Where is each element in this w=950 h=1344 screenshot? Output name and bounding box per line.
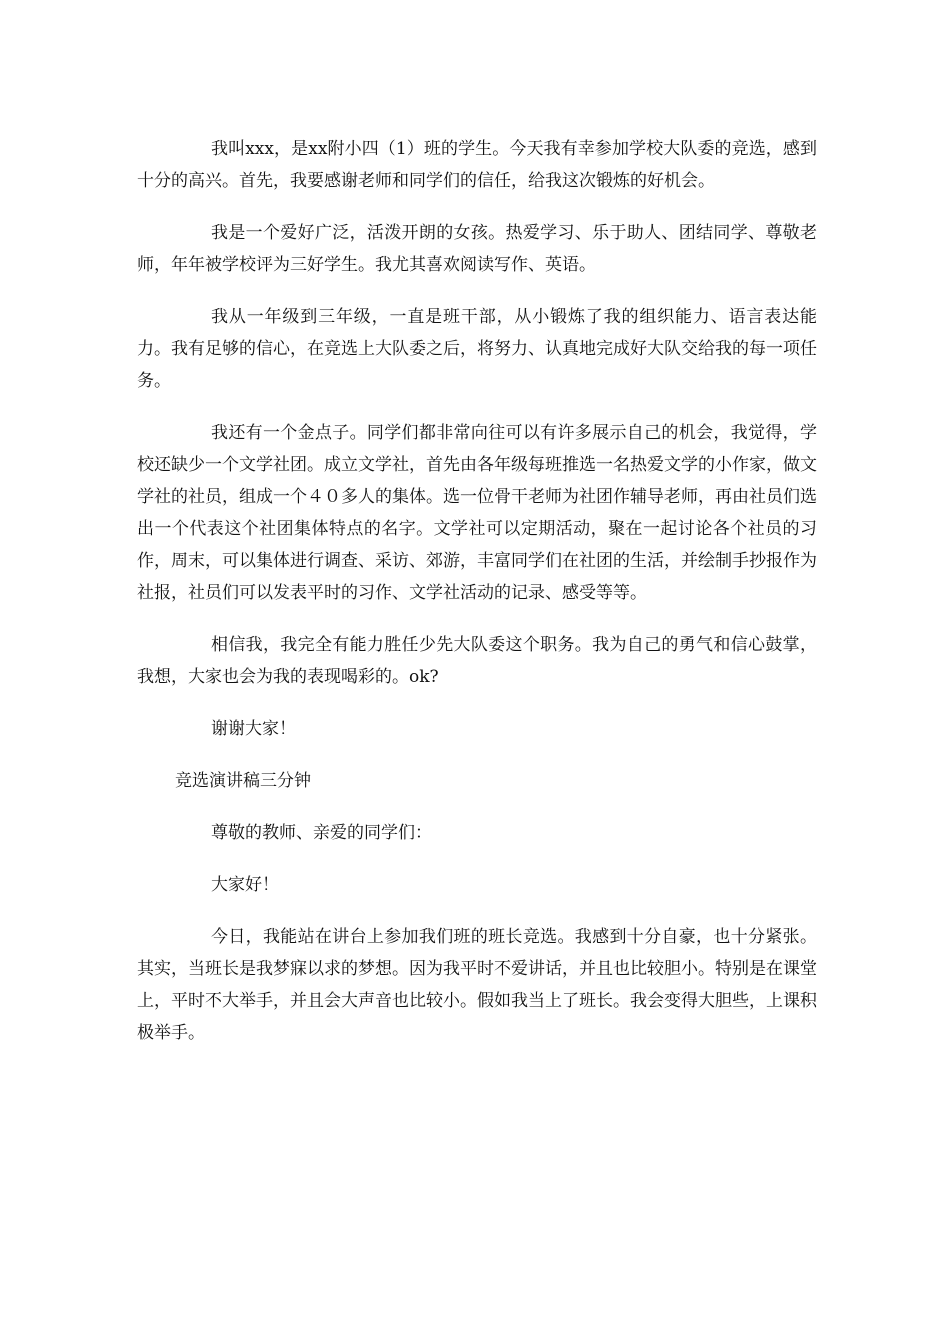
section-title: 竞选演讲稿三分钟 (175, 771, 311, 791)
document-body (137, 133, 817, 1069)
paragraph-thanks: 谢谢大家！ (211, 719, 296, 739)
paragraph-greeting: 大家好！ (211, 875, 279, 895)
paragraph-idea: 我还有一个金点子。同学们都非常向往可以有许多展示自己的机会，我觉得，学校还缺少一个文学社团。成立文学社，首先由各年级每班推选一名热爱文学的小作家，做文学社的社员，组成一个４０多人的集体。选一位骨干老师为社团作辅导老师，再由社员们选出一个代表这个社团集体特点的名字。文学社可以定期活动，聚在一起讨论各个社员的习作，周末，可以集体进行调查、采访、郊游，丰富同学们在社团的生活，并绘制手抄报作为社报，社员们可以发表平时的习作、文学社活动的记录、感受等等。 (137, 423, 817, 603)
paragraph-speech: 今日，我能站在讲台上参加我们班的班长竞选。我感到十分自豪，也十分紧张。其实，当班长是我梦寐以求的梦想。因为我平时不爱讲话，并且也比较胆小。特别是在课堂上，平时不大举手，并且会大声音也比较小。假如我当上了班长。我会变得大胆些，上课积极举手。 (137, 927, 817, 1043)
paragraph-experience: 我从一年级到三年级，一直是班干部，从小锻炼了我的组织能力、语言表达能力。我有足够的信心，在竞选上大队委之后，将努力、认真地完成好大队交给我的每一项任务。 (137, 307, 817, 391)
paragraph-personality: 我是一个爱好广泛，活泼开朗的女孩。热爱学习、乐于助人、团结同学、尊敬老师，年年被学校评为三好学生。我尤其喜欢阅读写作、英语。 (137, 223, 817, 275)
paragraph-intro: 我叫xxx，是xx附小四（1）班的学生。今天我有幸参加学校大队委的竞选，感到十分的高兴。首先，我要感谢老师和同学们的信任，给我这次锻炼的好机会。 (137, 139, 817, 191)
paragraph-confidence: 相信我，我完全有能力胜任少先大队委这个职务。我为自己的勇气和信心鼓掌，我想，大家也会为我的表现喝彩的。ok? (137, 635, 817, 687)
paragraph-salutation: 尊敬的教师、亲爱的同学们： (211, 823, 432, 843)
